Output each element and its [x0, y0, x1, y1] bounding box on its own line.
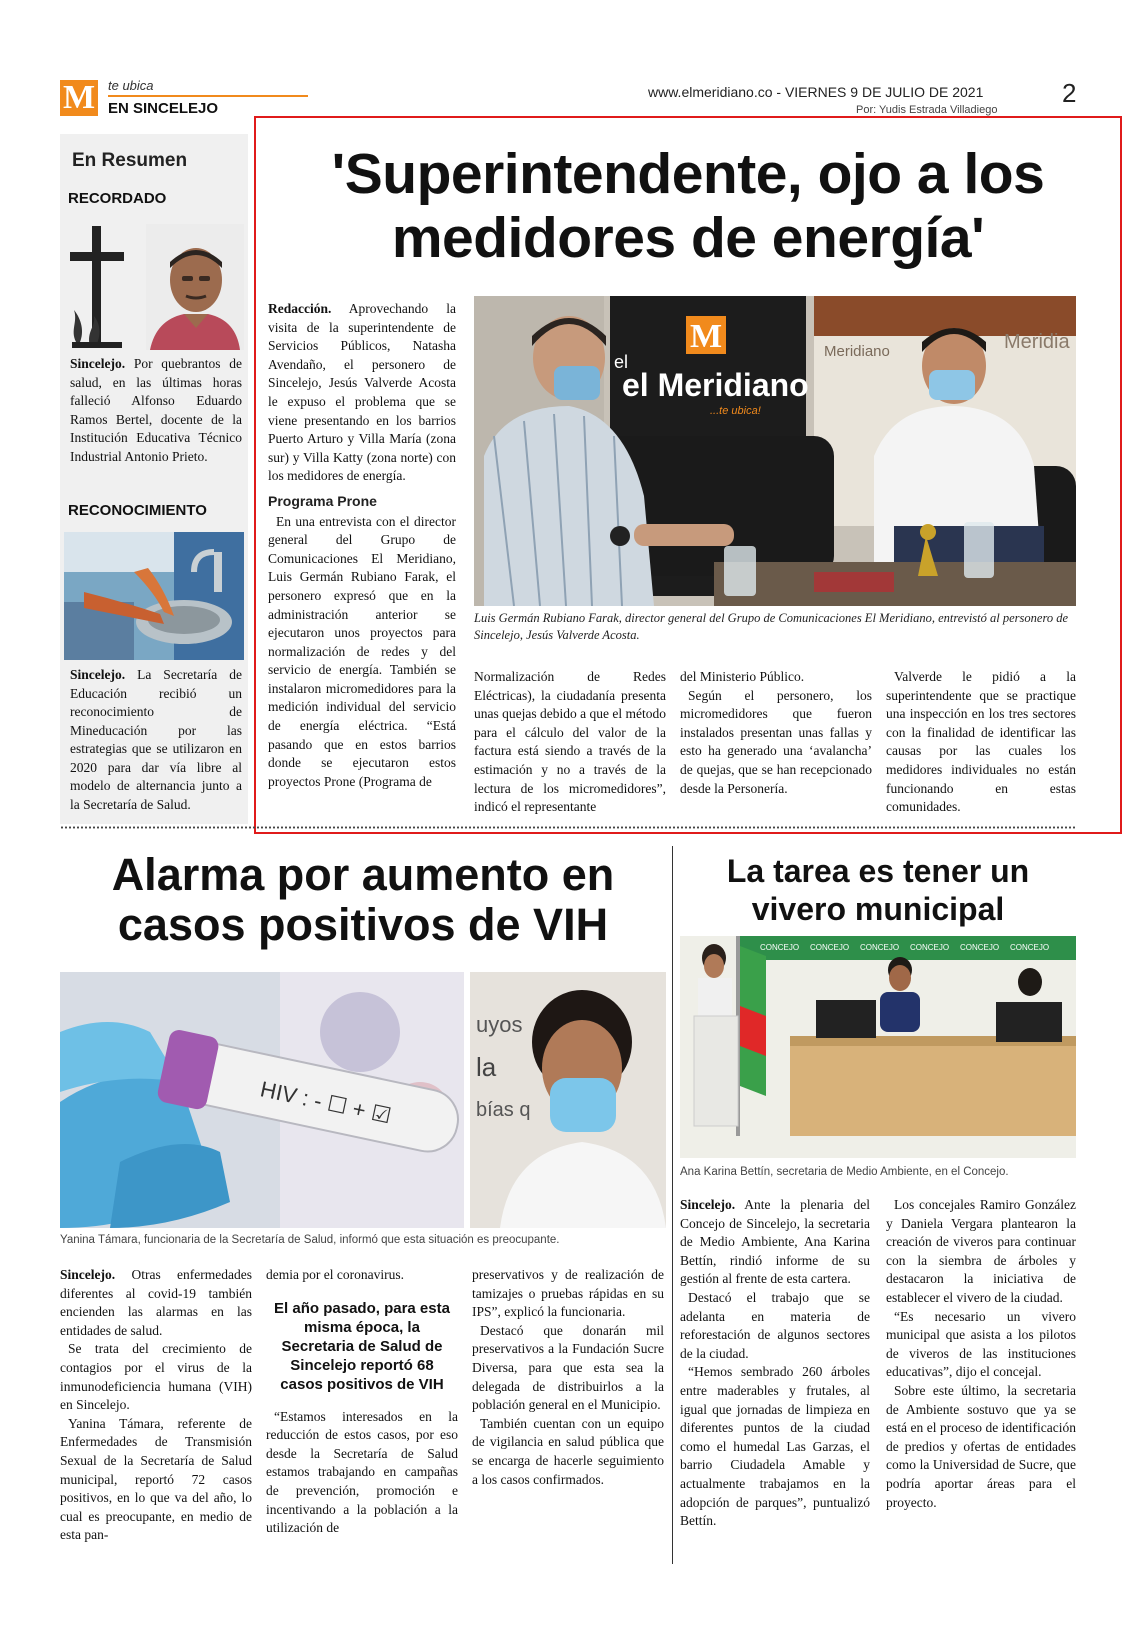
svg-text:CONCEJO: CONCEJO [910, 943, 950, 952]
vivero-col2-p1: Los concejales Ramiro González y Daniela Vergara plantearon la creación de viveros para continuar con la siembra de árboles y destacaron la iniciativa de establecer el vivero de la ciudad. [886, 1197, 1076, 1305]
main-col-2 [474, 668, 666, 817]
el-meridiano-logo: M [60, 80, 98, 116]
vivero-headline[interactable]: La tarea es tener un vivero municipal [726, 853, 1030, 927]
banner-slogan: ...te ubica! [710, 405, 761, 417]
section-name: EN SINCELEJO [108, 100, 219, 117]
column-rule [672, 846, 673, 1564]
sidebar-item2-text [70, 666, 242, 814]
sidebar-item1-body: Por quebrantos de salud, en las últimas horas falleció Alfonso Eduardo Ramos Bertel, docente de la Institución Educativa Técnico Industrial Antonio Prieto. [70, 356, 242, 464]
main-col3-body2: Según el personero, los micromedidores que fueron instalados presentan unas fallas y esto ha generado una ‘avalancha’ de quejas, que se han recepcionado desde la Personería. [680, 687, 872, 796]
vih-col2-p2: “Estamos interesados en la reducción de estos casos, por eso desde la Secretaría de Salud estamos trabajando en campañas de prevención, promoción e incentivando a la población a la utilización de [266, 1408, 458, 1536]
vih-col3-p3: También cuentan con un equipo de vigilancia en salud pública que se encarga de hacerle seguimiento a los casos confirmados. [472, 1415, 664, 1487]
sidebar-item2-body: La Secretaría de Educación recibió un reconocimiento de Mineducación por las estrategias que se utilizaron en 2020 para dar vía libre al modelo de alternancia junto a la Secretaría de Salud. [70, 667, 242, 812]
svg-text:M: M [689, 318, 723, 355]
svg-text:CONCEJO: CONCEJO [760, 943, 800, 952]
vih-col3-body: preservativos y de realización de tamizajes o pruebas rápidas en su IPS”, explicó la funcionaria. [472, 1267, 664, 1320]
section-tagline: te ubica [108, 78, 154, 93]
handwashing-photo [64, 532, 244, 660]
kicker-recordado: RECORDADO [68, 190, 167, 207]
main-col4-body: Valverde le pidió a la superintendente que se practique una inspección en los tres sectores con la finalidad de identificar las causas por las cuales los medidores individuales no están funcionando en estas comunidades. [886, 669, 1076, 815]
wall-logo-right: Meridia [1004, 331, 1070, 353]
wall-logo-left: Meridiano [824, 343, 890, 360]
svg-text:CONCEJO: CONCEJO [860, 943, 900, 952]
vivero-col-2 [886, 1196, 1076, 1512]
svg-text:el: el [614, 352, 629, 372]
vih-pullquote: El año pasado, para esta misma época, la Secretaria de Salud de Sincelejo reportó 68 casos positivos de VIH [274, 1299, 450, 1393]
concejo-photo [680, 936, 1076, 1158]
svg-text:CONCEJO: CONCEJO [810, 943, 850, 952]
vih-col1-p2: Se trata del crecimiento de contagios por el virus de la inmunodeficiencia humana (VIH) en Sincelejo. [60, 1341, 252, 1413]
hiv-test-scene [60, 972, 464, 1228]
vivero-lead: Sincelejo. [680, 1197, 736, 1212]
main-subhead: Programa Prone [268, 492, 377, 509]
svg-text:uyos: uyos [476, 1012, 523, 1037]
vivero-col2-p3: Sobre este último, la secretaria de Ambiente sostuvo que ya se está en el proceso de identificación de predios y ofertas de entidades como la Universidad de Sucre, que podría aportar áreas para el proyecto. [886, 1382, 1076, 1510]
interview-scene [474, 296, 1076, 606]
main-headline[interactable]: 'Superintendente, ojo a los medidores de energía' [331, 142, 1045, 270]
vivero-photo-caption: Ana Karina Bettín, secretaria de Medio Ambiente, en el Concejo. [680, 1166, 1009, 1178]
site-and-date[interactable]: www.elmeridiano.co - VIERNES 9 DE JULIO DE 2021 [648, 84, 984, 100]
section-divider [60, 826, 1076, 829]
vih-col1-p3: Yanina Támara, referente de Enfermedades de Transmisión Sexual de la Secretaría de Salud municipal, reportó 72 casos positivos, en lo que va del año, lo cual es preocupante, en medio de esta pan- [60, 1415, 252, 1543]
vivero-col1-p2: Destacó el trabajo que se adelanta en materia de reforestación de algunos sectores de la ciudad. [680, 1289, 870, 1361]
main-photo-caption: Luis Germán Rubiano Farak, director general del Grupo de Comunicaciones El Meridiano, entrevistó al personero de Sincelejo, Jesús Valverde Acosta. [474, 611, 1069, 642]
svg-text:CONCEJO: CONCEJO [960, 943, 1000, 952]
vih-photo-caption: Yanina Támara, funcionaria de la Secretaría de Salud, informó que esta situación es preocupante. [60, 1234, 560, 1246]
main-lead: Redacción. [268, 301, 332, 316]
main-col3-body: del Ministerio Público. [680, 669, 805, 684]
vih-lead: Sincelejo. [60, 1267, 116, 1282]
main-col-4 [886, 668, 1076, 817]
vih-col-2 [266, 1266, 458, 1538]
sidebar-title: En Resumen [72, 150, 188, 171]
portrait-photo [146, 224, 244, 350]
vivero-col-1 [680, 1196, 870, 1531]
section-rule [108, 95, 308, 97]
sidebar-item1-lead: Sincelejo. [70, 356, 126, 371]
main-col2-body: Normalización de Redes Eléctricas), la ciudadanía presenta unas quejas debido a que el método para el cálculo del valor de la factura está siendo a través de la estimación y no a través de la lectura de los micromedidores”, indicó el representante [474, 669, 666, 815]
page-number: 2 [1062, 78, 1077, 108]
vih-col1-body: Otras enfermedades diferentes al covid-19 también encienden las alarmas en las entidades de salud. [60, 1267, 252, 1338]
portrait-figure [146, 224, 244, 350]
main-col-3 [680, 668, 872, 798]
yanina-tamara-photo [470, 972, 666, 1228]
memorial-cross-icon [64, 222, 130, 352]
main-col1-body: Aprovechando la visita de la superintendente de Servicios Públicos, Natasha Avendaño, el personero de Sincelejo, Jesús Valverde Acosta le expuso el problema que se viene presentando en los barrios Puerto Arturo y Villa María (zona sur) y Villa Katty (zona norte) con los medidores de energía. [268, 301, 456, 484]
svg-text:bías q: bías q [476, 1099, 531, 1121]
vivero-col1-body: Ante la plenaria del Concejo de Sincelejo, la secretaria de Medio Ambiente, Ana Karina Bettín, rindió informe de su gestión al frente de esta cartera. [680, 1197, 870, 1287]
sidebar-item1-text [70, 355, 242, 466]
kicker-reconocimiento: RECONOCIMIENTO [68, 502, 207, 519]
main-col-1 [268, 300, 456, 791]
handwashing-scene [64, 532, 244, 660]
tube-label: HIV : - ☐ + ☑ [258, 1076, 394, 1129]
vih-headline[interactable]: Alarma por aumento en casos positivos de VIH [111, 849, 615, 950]
interview-photo [474, 296, 1076, 606]
vih-col-1 [60, 1266, 252, 1545]
vivero-col1-p3: “Hemos sembrado 260 árboles entre maderables y frutales, al igual que jornadas de limpieza en diferentes puntos de la ciudad como el humedal Las Garzas, el barrio Ciudadela Amable y actualmente trabajamos en la adopción de parques”, puntualizó Bettín. [680, 1364, 870, 1529]
yanina-tamara-portrait [470, 972, 666, 1228]
vivero-col2-p2: “Es necesario un vivero municipal que asista a los pilotos de viveros de las instituciones educativas”, dijo el concejal. [886, 1308, 1076, 1380]
svg-text:la: la [476, 1052, 497, 1082]
vih-col-3 [472, 1266, 664, 1489]
concejo-scene [680, 936, 1076, 1158]
vih-col3-p2: Destacó que donarán mil preservativos a la Fundación Sucre Diversa, para que esta sea la delegada de distribuirlos a la población general en el Municipio. [472, 1322, 664, 1413]
hiv-test-photo [60, 972, 464, 1228]
sidebar-item2-lead: Sincelejo. [70, 667, 126, 682]
main-col1-body2: En una entrevista con el director general del Grupo de Comunicaciones El Meridiano, Luis Germán Rubiano Farak, el personero expresó que en la administración anterior se ejecutaron unos proyectos para normalización de redes y del servicio de energía. También se instalaron micromedidores para la medición individual del servicio de energía eléctrica. “Está pasando que en estos barrios donde se ejecutaron estos proyectos Prone (Programa de [268, 513, 456, 789]
byline: Por: Yudis Estrada Villadiego [856, 104, 998, 116]
svg-text:CONCEJO: CONCEJO [1010, 943, 1050, 952]
vih-col2-body: demia por el coronavirus. [266, 1267, 404, 1282]
banner-brand: el Meridiano [622, 367, 809, 403]
